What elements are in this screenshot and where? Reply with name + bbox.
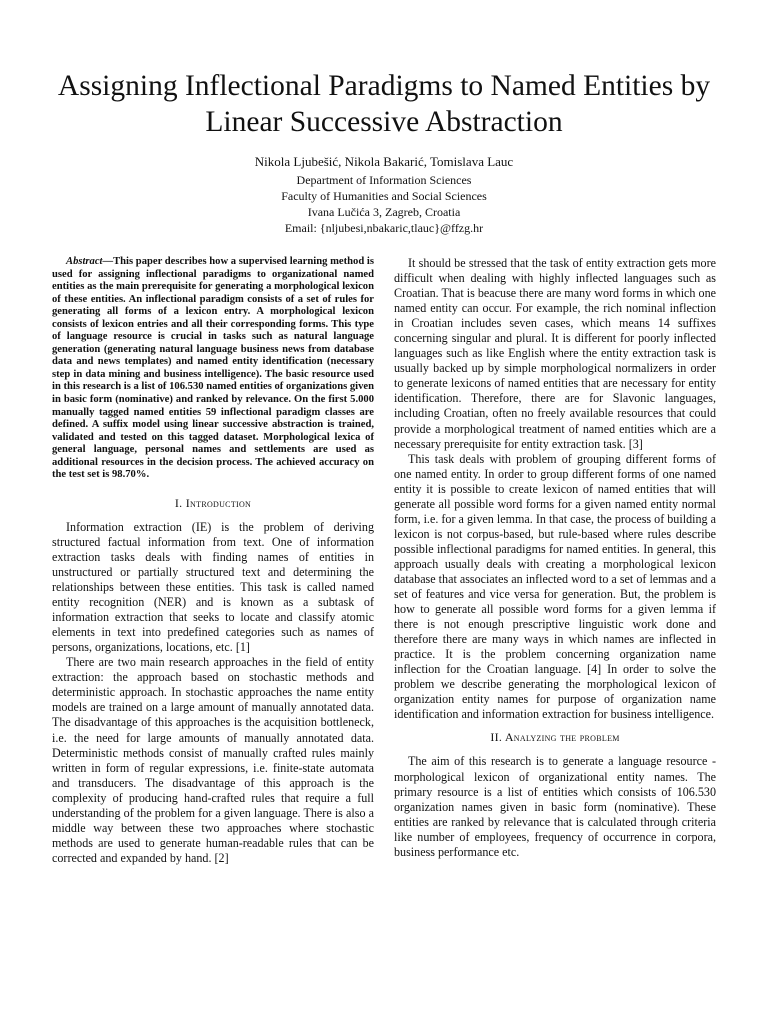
affiliation-faculty: Faculty of Humanities and Social Sciences	[281, 189, 487, 203]
intro-paragraph-1: Information extraction (IE) is the problem of deriving structured factual information from text. One of information extraction tasks deals with finding names of entities in unstructured or partially structured text and determining the relationships between these entities. This task is called named entity recognition (NER) and is known as a subtask of information extraction that seeks to locate and classify atomic elements in text into predefined categories such as names of persons, organizations, locations, etc. [1]	[52, 519, 374, 655]
intro-paragraph-3: It should be stressed that the task of entity extraction gets more difficult when dealing with highly inflected languages such as Croatian. That is beacuse there are many word forms in which one named entity can occur. For example, the rich nominal inflection in Croatian includes seven cases, which means 14 suffixes concerning singular and plural. It is different for poorly inflected languages such as like English where the entity extraction task is usually backed up by simple morphological normalizers in order to generate lexicons of named entities that are necessary for entity identification. Therefore, there are for Slavonic languages, including Croatian, often no freely available resources that could provide a morphological treatment of named entities which are a necessary prerequisite for entity extraction task. [3]	[394, 256, 716, 451]
author-names: Nikola Ljubešić, Nikola Bakarić, Tomislava Lauc	[254, 154, 514, 169]
abstract-text: —This paper describes how a supervised learning method is used for assigning inflectional paradigms to organizational named entities as the main prerequisite for generating a morphological lexicon of these entities. An inflectional paradigm consists of a set of rules for generating all forms of a lexicon entry. A morphological lexicon consists of lexicon entries and all their corresponding forms. This type of language resource is crucial in tasks such as natural language generation (generating natural language business news from database data and news templates) and named entity identification (necessary step in data mining and business intelligence). The basic resource used in this research is a list of 106.530 named entities of organizations given in basic form (nominative) and ranked by relevance. On the first 5.000 manually tagged named entities 59 inflectional paradigm classes are defined. A suffix model using linear successive abstraction is trained, validated and tested on this tagged dataset. Morphological lexica of general language, personal names and settlements are used as additional resources in the decision process. The achieved accuracy on the test set is 98.70%.	[52, 256, 374, 481]
paper-title: Assigning Inflectional Paradigms to Named Entities by Linear Successive Abstraction	[57, 70, 711, 138]
abstract	[52, 256, 374, 482]
intro-paragraph-2: There are two main research approaches in the field of entity extraction: the approach based on stochastic methods and deterministic approach. In stochastic approaches the name entity models are trained on a large amount of manually annotated data. The disadvantage of this approaches is the acquisition bottleneck, i.e. the need for large amounts of manually annotated data. Deterministic methods consist of manually crafted rules mainly written in form of regular expressions, i.e. finite-state automata and transducers. The disadvantage of this approach is the complexity of producing hand-crafted rules that require a full understanding of the problem for a given language. There is also a middle way between these two approaches where stochastic methods are used to generate human-readable rules that can be corrected and expanded by hand. [2]	[52, 655, 374, 865]
intro-paragraph-4: This task deals with problem of grouping different forms of one named entity. In order to group different forms of one named entity it is possible to create lexicon of named entities that will generate all possible word forms for a given named entity normal form, i.e. for a given lemma. In that case, the process of building a lexicon is not corpus-based, but rule-based where rules describe possible inflectional paradigms for named entities. In general, this approach usually deals with creating a morphological lexicon database that associates an inflected word to a set of lemmas and a set of features and vice versa for generation. But, the problem is how to generate all possible word forms for a given lemma if there is not enough prescriptive linguistic work done and therefore there are many ways in which names are inflected in practice. It is the problem concerning organization name inflection for the Croatian language. [4] In order to solve the problem we describe generating the morphological lexicon of organization entity names for purpose of organization name identification and information extraction for business intelligence.	[394, 451, 716, 722]
abstract-label: Abstract	[66, 256, 103, 267]
analyzing-paragraph-1: The aim of this research is to generate a language resource - morphological lexicon of organizational entity names. The primary resource is a list of entities which consists of 106.530 organization names given in basic form (nominative). These entities are ranked by relevance that is calculated through criteria like number of employees, frequency of occurrence in corpora, business performance etc.	[394, 754, 716, 859]
left-column	[52, 256, 374, 866]
section-heading-analyzing: II. Analyzing the problem	[490, 730, 620, 745]
author-email: Email: {nljubesi,nbakaric,tlauc}@ffzg.hr	[284, 221, 484, 235]
author-block	[100, 153, 668, 236]
affiliation-address: Ivana Lučića 3, Zagreb, Croatia	[307, 205, 461, 219]
right-column	[394, 256, 716, 860]
section-heading-introduction: I. Introduction	[174, 495, 252, 510]
affiliation-department: Department of Information Sciences	[296, 173, 472, 187]
section-gap	[394, 722, 716, 730]
